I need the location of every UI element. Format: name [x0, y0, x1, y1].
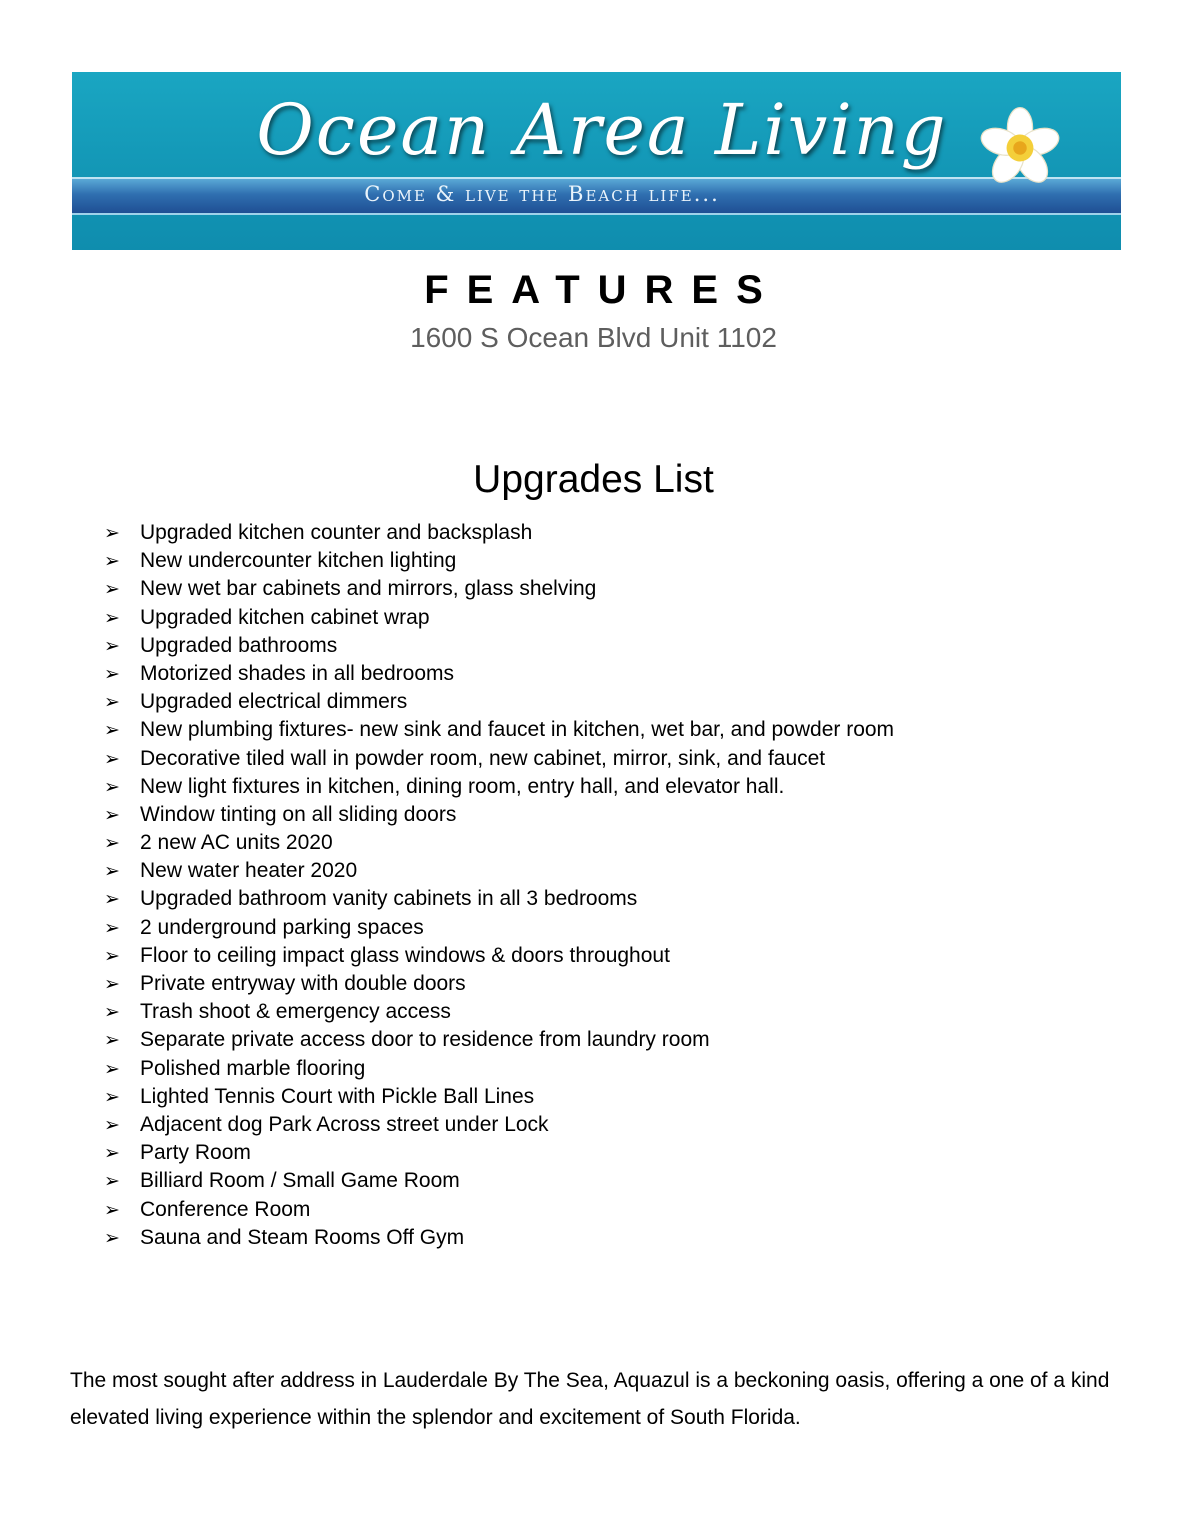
- list-item-text: New water heater 2020: [140, 859, 358, 883]
- list-item: [104, 1167, 894, 1195]
- arrow-bullet-icon: ➢: [104, 1029, 120, 1052]
- arrow-bullet-icon: ➢: [104, 634, 120, 657]
- arrow-bullet-icon: ➢: [104, 1170, 120, 1193]
- header-banner: [72, 72, 1121, 250]
- arrow-bullet-icon: ➢: [104, 916, 120, 939]
- arrow-bullet-icon: ➢: [104, 719, 120, 742]
- arrow-bullet-icon: ➢: [104, 832, 120, 855]
- list-item-text: Polished marble flooring: [140, 1056, 366, 1080]
- list-item-text: Upgraded bathroom vanity cabinets in all 3 bedrooms: [140, 887, 638, 911]
- list-item: [104, 604, 894, 632]
- list-item-text: Motorized shades in all bedrooms: [140, 661, 454, 685]
- arrow-bullet-icon: ➢: [104, 860, 120, 883]
- upgrades-list: [104, 519, 894, 1252]
- arrow-bullet-icon: ➢: [104, 1057, 120, 1080]
- property-description: The most sought after address in Lauderdale By The Sea, Aquazul is a beckoning oasis, offering a one of a kind elevated living experience within the splendor and excitement of South Florida.: [70, 1369, 1110, 1429]
- arrow-bullet-icon: ➢: [104, 606, 120, 629]
- list-item: [104, 632, 894, 660]
- list-item-text: Lighted Tennis Court with Pickle Ball Lines: [140, 1084, 535, 1108]
- banner-tagline: Come & live the Beach life...: [364, 182, 720, 206]
- arrow-bullet-icon: ➢: [104, 662, 120, 685]
- arrow-bullet-icon: ➢: [104, 691, 120, 714]
- list-item-text: Conference Room: [140, 1197, 311, 1221]
- list-item-text: Upgraded bathrooms: [140, 633, 338, 657]
- arrow-bullet-icon: ➢: [104, 522, 120, 544]
- list-item-text: Adjacent dog Park Across street under Lock: [140, 1112, 549, 1136]
- arrow-bullet-icon: ➢: [104, 747, 120, 770]
- list-item-text: Billiard Room / Small Game Room: [140, 1169, 460, 1193]
- arrow-bullet-icon: ➢: [104, 1085, 120, 1108]
- arrow-bullet-icon: ➢: [104, 1142, 120, 1165]
- list-item-text: Upgraded electrical dimmers: [140, 690, 408, 714]
- list-item: [104, 801, 894, 829]
- list-item-text: New undercounter kitchen lighting: [140, 549, 457, 573]
- list-item-text: Floor to ceiling impact glass windows & doors throughout: [140, 943, 670, 967]
- list-item: [104, 885, 894, 913]
- list-item: [104, 914, 894, 942]
- list-item-text: New light fixtures in kitchen, dining room, entry hall, and elevator hall.: [140, 774, 785, 798]
- list-item-text: Sauna and Steam Rooms Off Gym: [140, 1225, 465, 1249]
- arrow-bullet-icon: ➢: [104, 550, 120, 573]
- list-item-text: 2 new AC units 2020: [140, 831, 333, 855]
- list-item: [104, 942, 894, 970]
- list-item: [104, 970, 894, 998]
- list-item: [104, 998, 894, 1026]
- banner-logo-text: Ocean Area Living: [256, 89, 948, 171]
- list-item: [104, 773, 894, 801]
- property-address: 1600 S Ocean Blvd Unit 1102: [410, 322, 777, 353]
- list-item-text: 2 underground parking spaces: [140, 915, 424, 939]
- list-item-text: Party Room: [140, 1141, 251, 1165]
- list-item: [104, 1055, 894, 1083]
- arrow-bullet-icon: ➢: [104, 944, 120, 967]
- list-item: [104, 547, 894, 575]
- list-item: [104, 716, 894, 744]
- list-item: [104, 1026, 894, 1054]
- list-item: [104, 1139, 894, 1167]
- arrow-bullet-icon: ➢: [104, 888, 120, 911]
- arrow-bullet-icon: ➢: [104, 1226, 120, 1249]
- arrow-bullet-icon: ➢: [104, 775, 120, 798]
- list-item: [104, 1196, 894, 1224]
- list-item-text: Decorative tiled wall in powder room, new cabinet, mirror, sink, and faucet: [140, 746, 826, 770]
- list-item-text: Private entryway with double doors: [140, 972, 466, 995]
- list-item: [104, 575, 894, 603]
- arrow-bullet-icon: ➢: [104, 973, 120, 995]
- list-item: [104, 519, 894, 547]
- arrow-bullet-icon: ➢: [104, 578, 120, 601]
- list-item: [104, 660, 894, 688]
- list-item: [104, 1083, 894, 1111]
- list-item-text: Upgraded kitchen cabinet wrap: [140, 605, 430, 629]
- list-item-text: Upgraded kitchen counter and backsplash: [140, 521, 533, 544]
- plumeria-flower-icon: [978, 106, 1062, 190]
- list-item: [104, 1224, 894, 1252]
- list-item-text: Window tinting on all sliding doors: [140, 802, 457, 826]
- list-item: [104, 745, 894, 773]
- page-title: FEATURES: [424, 268, 781, 312]
- list-item-text: Separate private access door to residence from laundry room: [140, 1028, 710, 1052]
- list-item-text: Trash shoot & emergency access: [140, 1000, 451, 1024]
- list-item: [104, 1111, 894, 1139]
- upgrades-list-title: Upgrades List: [473, 458, 714, 501]
- arrow-bullet-icon: ➢: [104, 1113, 120, 1136]
- list-item: [104, 829, 894, 857]
- list-item-text: New wet bar cabinets and mirrors, glass shelving: [140, 577, 597, 601]
- list-item: [104, 688, 894, 716]
- list-item: [104, 857, 894, 885]
- arrow-bullet-icon: ➢: [104, 1001, 120, 1024]
- list-item-text: New plumbing fixtures- new sink and faucet in kitchen, wet bar, and powder room: [140, 718, 895, 742]
- arrow-bullet-icon: ➢: [104, 1198, 120, 1221]
- arrow-bullet-icon: ➢: [104, 803, 120, 826]
